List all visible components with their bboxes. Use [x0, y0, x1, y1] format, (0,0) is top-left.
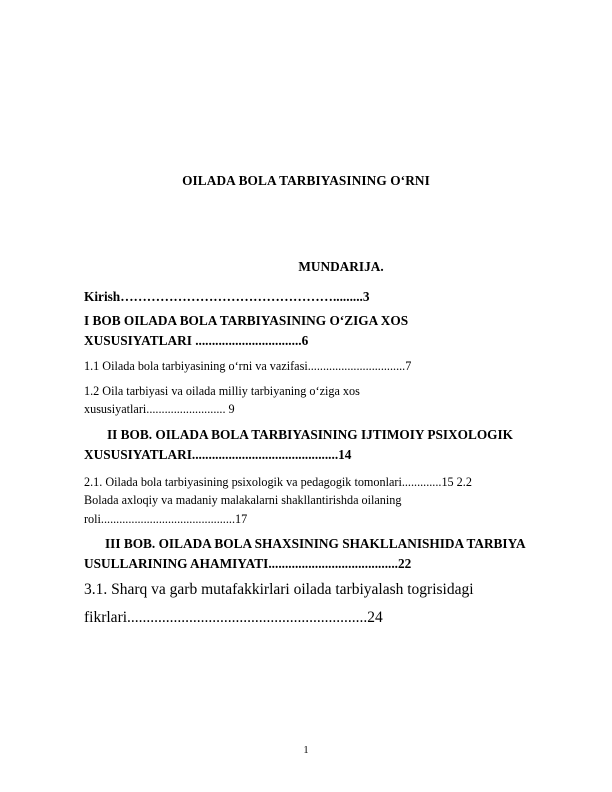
toc-section-3-1-line-2: fikrlari..............................................................24	[84, 609, 383, 626]
toc-section-2-1-line-3: roli............................................17	[84, 511, 248, 526]
toc-section-1-2-line-1: 1.2 Oila tarbiyasi va oilada milliy tarbiyaning o‘ziga xos	[84, 383, 360, 398]
toc-section-1-1: 1.1 Oilada bola tarbiyasining o‘rni va vazifasi................................7	[84, 359, 412, 373]
page-number: 1	[303, 745, 309, 756]
toc-section-3-1-line-1: 3.1. Sharq va garb mutafakkirlari oilada tarbiyalash togrisidagi	[84, 581, 474, 598]
toc-chapter-3-line-1: III BOB. OILADA BOLA SHAXSINING SHAKLLANISHIDA TARBIYA	[105, 536, 526, 551]
document-title: OILADA BOLA TARBIYASINING O‘RNI	[182, 173, 430, 188]
toc-section-2-1-line-1: 2.1. Oilada bola tarbiyasining psixologik va pedagogik tomonlari.............15 2.2	[84, 474, 472, 489]
toc-chapter-2-line-1: II BOB. OILADA BOLA TARBIYASINING IJTIMOIY PSIXOLOGIK	[107, 426, 514, 442]
table-of-contents	[84, 287, 564, 630]
toc-section-2-1-line-2: Bolada axloqiy va madaniy malakalarni shakllantirishda oilaning	[84, 493, 402, 507]
toc-chapter-2-line-2: XUSUSIYATLARI............................................14	[84, 446, 352, 462]
toc-chapter-1-line-1: I BOB OILADA BOLA TARBIYASINING O‘ZIGA XOS	[84, 313, 409, 328]
toc-intro: Kirish………………………………………….........3	[84, 289, 370, 304]
toc-section-1-2-line-2: xususiyatlari.......................... 9	[84, 402, 235, 416]
toc-chapter-1-line-2: XUSUSIYATLARI ................................6	[84, 333, 309, 348]
toc-chapter-3-line-2: USULLARINING AHAMIYATI.......................................22	[84, 556, 412, 571]
contents-heading: MUNDARIJA.	[298, 259, 384, 274]
